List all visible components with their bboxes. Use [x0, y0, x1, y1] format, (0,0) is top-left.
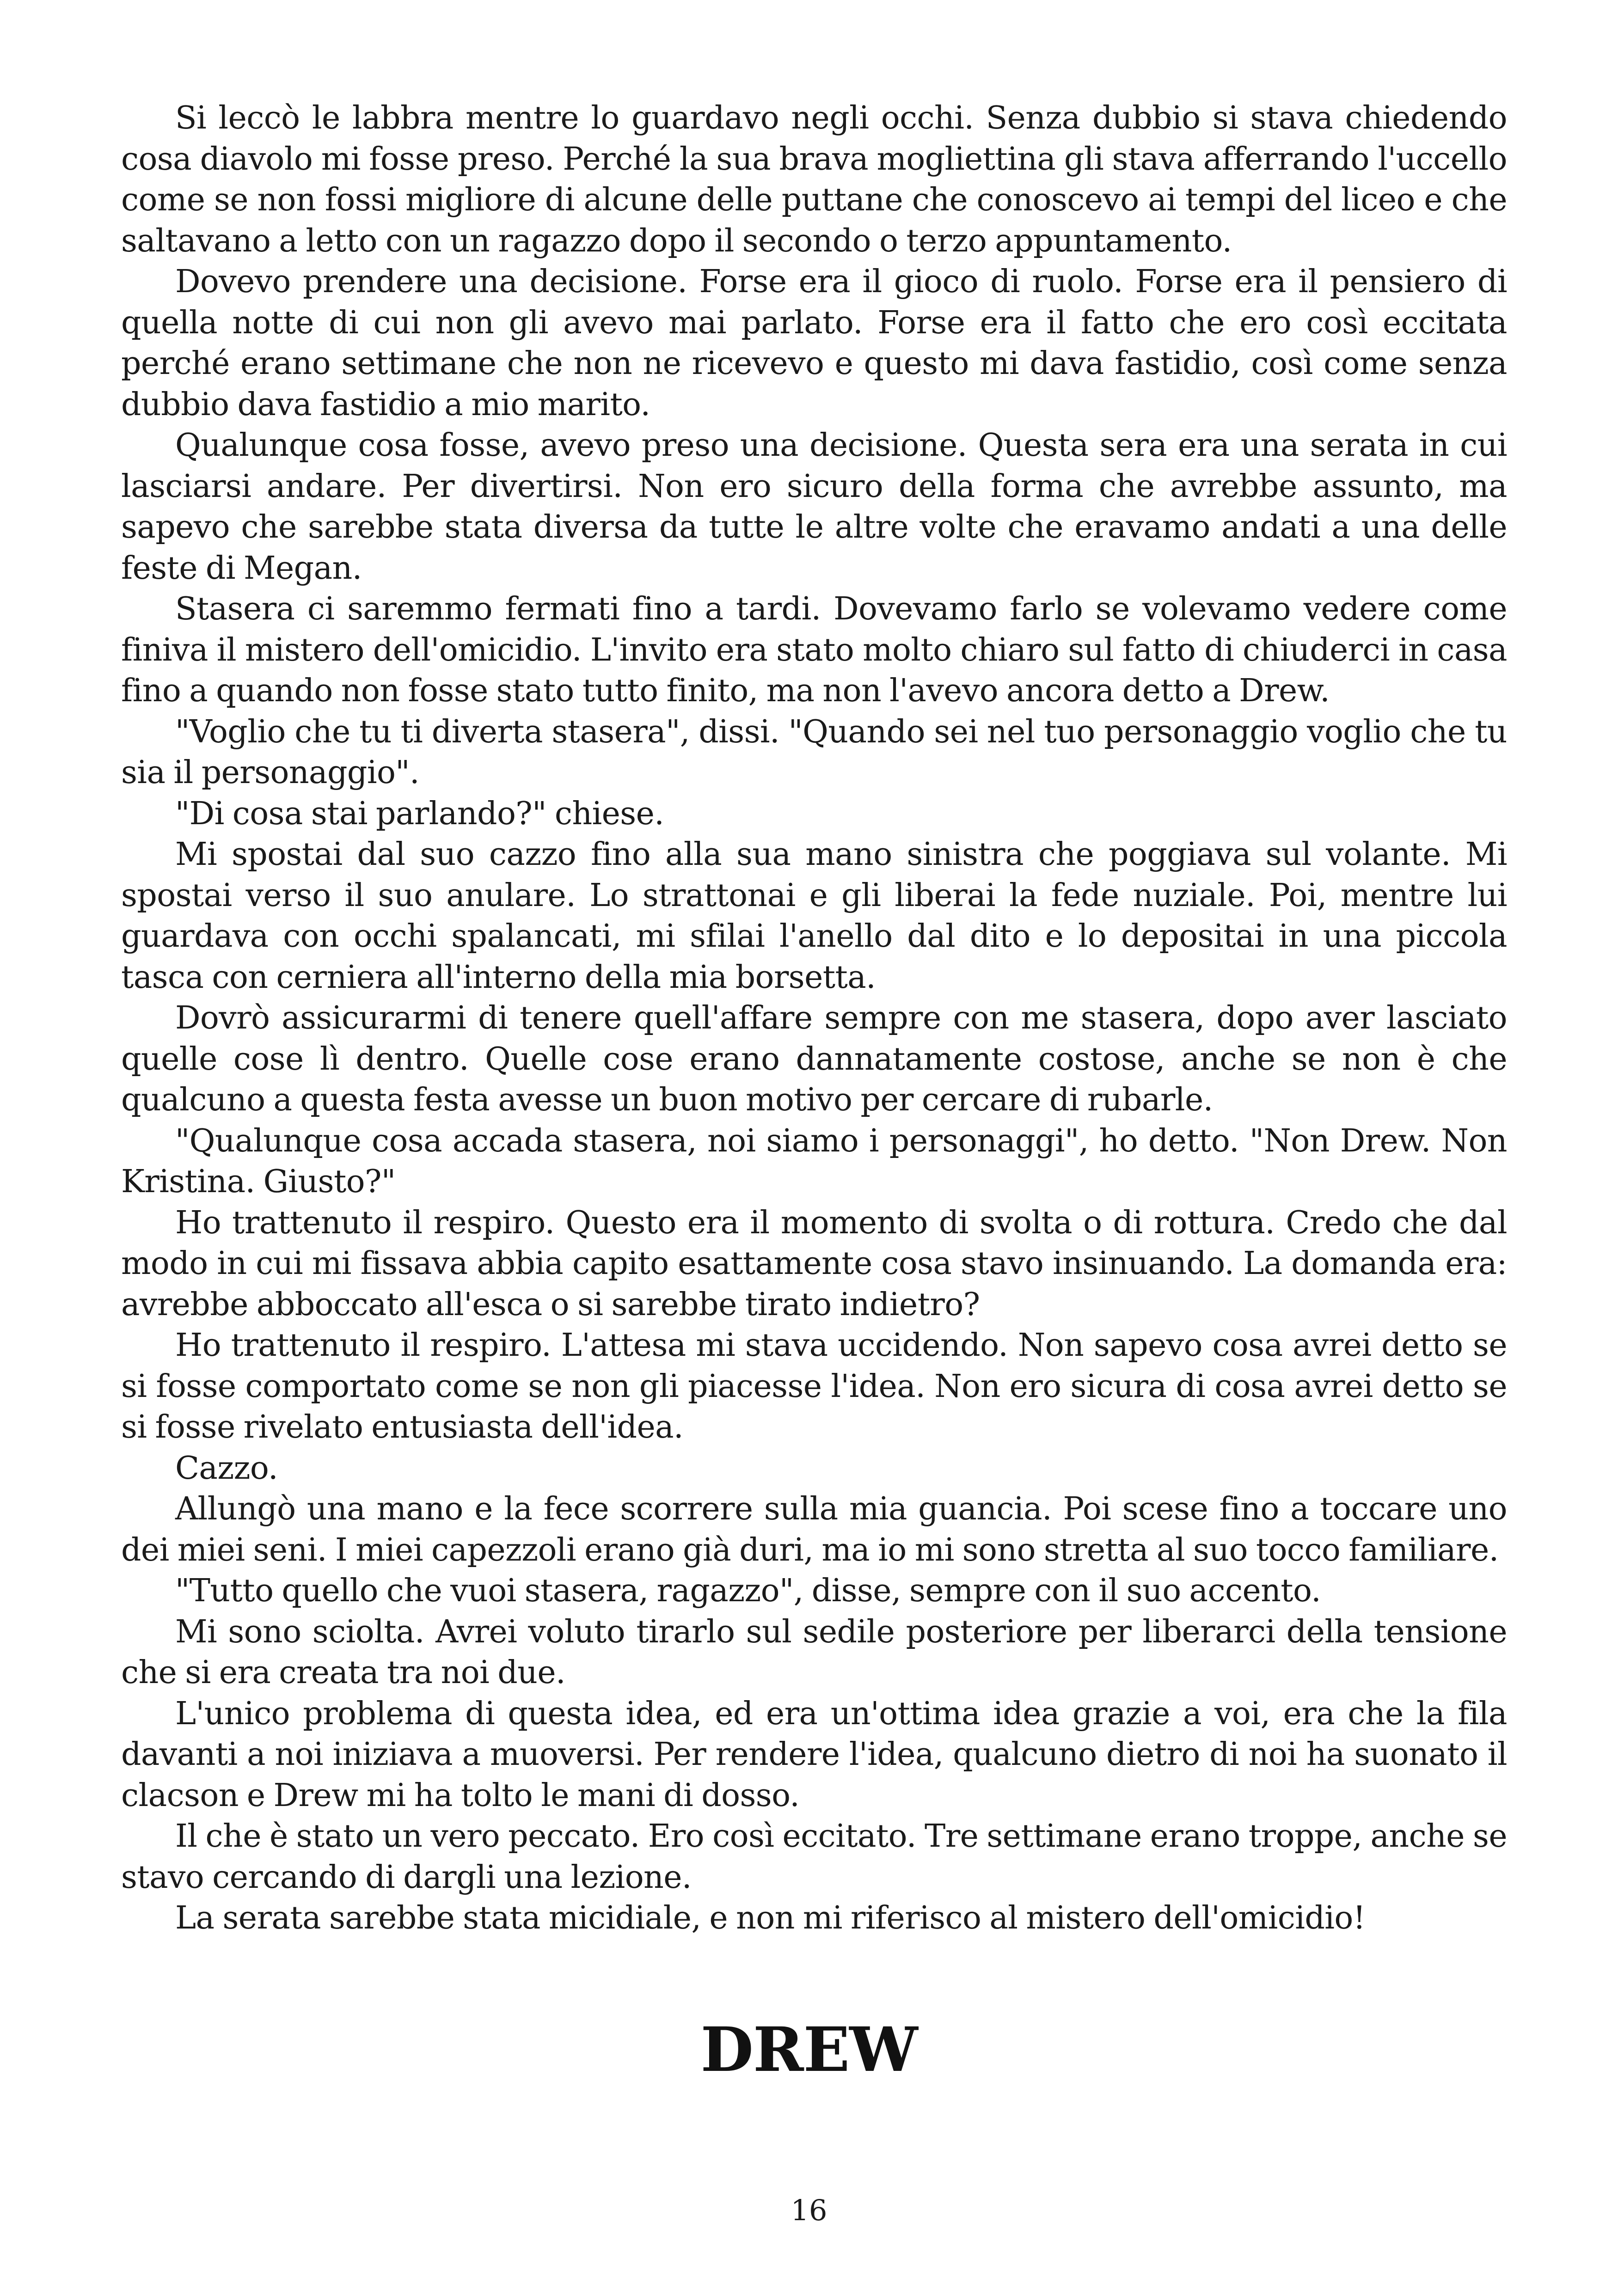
paragraph: "Voglio che tu ti diverta stasera", dissi. "Quando sei nel tuo personaggio voglio che tu sia il personaggio". — [121, 713, 1507, 791]
paragraph: "Di cosa stai parlando?" chiese. — [175, 795, 664, 832]
paragraph: "Qualunque cosa accada stasera, noi siamo i personaggi", ho detto. "Non Drew. Non Kristina. Giusto?" — [121, 1122, 1507, 1200]
paragraph: Qualunque cosa fosse, avevo preso una decisione. Questa sera era una serata in cui lasciarsi andare. Per divertirsi. Non ero sicuro della forma che avrebbe assunto, ma sapevo che sarebbe stata diversa da tutte le altre volte che eravamo andati a una delle feste di Megan. — [121, 427, 1507, 587]
paragraph: Allungò una mano e la fece scorrere sulla mia guancia. Poi scese fino a toccare uno dei miei seni. I miei capezzoli erano già duri, ma io mi sono stretta al suo tocco familiare. — [121, 1491, 1507, 1568]
paragraph: Ho trattenuto il respiro. L'attesa mi stava uccidendo. Non sapevo cosa avrei detto se si fosse comportato come se non gli piacesse l'idea. Non ero sicura di cosa avrei detto se si fosse rivelato entusiasta dell'idea. — [121, 1327, 1507, 1445]
paragraph: Mi spostai dal suo cazzo fino alla sua mano sinistra che poggiava sul volante. Mi spostai verso il suo anulare. Lo strattonai e gli liberai la fede nuziale. Poi, mentre lui guardava con occhi spalancati, mi sfilai l'anello dal dito e lo depositai in una piccola tasca con cerniera all'interno della mia borsetta. — [121, 836, 1507, 996]
paragraph: Ho trattenuto il respiro. Questo era il momento di svolta o di rottura. Credo che dal modo in cui mi fissava abbia capito esattamente cosa stavo insinuando. La domanda era: avrebbe abboccato all'esca o si sarebbe tirato indietro? — [121, 1204, 1507, 1323]
paragraph: Si leccò le labbra mentre lo guardavo negli occhi. Senza dubbio si stava chiedendo cosa diavolo mi fosse preso. Perché la sua brava mogliettina gli stava afferrando l'uccello come se non fossi migliore di alcune delle puttane che conoscevo ai tempi del liceo e che saltavano a letto con un ragazzo dopo il secondo o terzo appuntamento. — [121, 100, 1507, 259]
page-number: 16 — [791, 2193, 827, 2227]
paragraph: L'unico problema di questa idea, ed era un'ottima idea grazie a voi, era che la fila davanti a noi iniziava a muoversi. Per rendere l'idea, qualcuno dietro di noi ha suonato il clacson e Drew mi ha tolto le mani di dosso. — [121, 1695, 1507, 1814]
paragraph: La serata sarebbe stata micidiale, e non mi riferisco al mistero dell'omicidio! — [175, 1900, 1366, 1936]
paragraph: Dovrò assicurarmi di tenere quell'affare sempre con me stasera, dopo aver lasciato quelle cose lì dentro. Quelle cose erano dannatamente costose, anche se non è che qualcuno a questa festa avesse un buon motivo per cercare di rubarle. — [121, 1000, 1507, 1118]
paragraph: Dovevo prendere una decisione. Forse era il gioco di ruolo. Forse era il pensiero di quella notte di cui non gli avevo mai parlato. Forse era il fatto che ero così eccitata perché erano settimane che non ne ricevevo e questo mi dava fastidio, così come senza dubbio dava fastidio a mio marito. — [121, 263, 1507, 423]
body-text — [121, 98, 1507, 1939]
chapter-heading: DREW — [700, 2014, 918, 2086]
paragraph: Stasera ci saremmo fermati fino a tardi. Dovevamo farlo se volevamo vedere come finiva il mistero dell'omicidio. L'invito era stato molto chiaro sul fatto di chiuderci in casa fino a quando non fosse stato tutto finito, ma non l'avevo ancora detto a Drew. — [121, 591, 1507, 709]
paragraph: "Tutto quello che vuoi stasera, ragazzo", disse, sempre con il suo accento. — [175, 1573, 1321, 1609]
paragraph: Il che è stato un vero peccato. Ero così eccitato. Tre settimane erano troppe, anche se stavo cercando di dargli una lezione. — [121, 1818, 1507, 1896]
paragraph: Mi sono sciolta. Avrei voluto tirarlo sul sedile posteriore per liberarci della tensione che si era creata tra noi due. — [121, 1613, 1507, 1691]
paragraph: Cazzo. — [175, 1450, 278, 1487]
